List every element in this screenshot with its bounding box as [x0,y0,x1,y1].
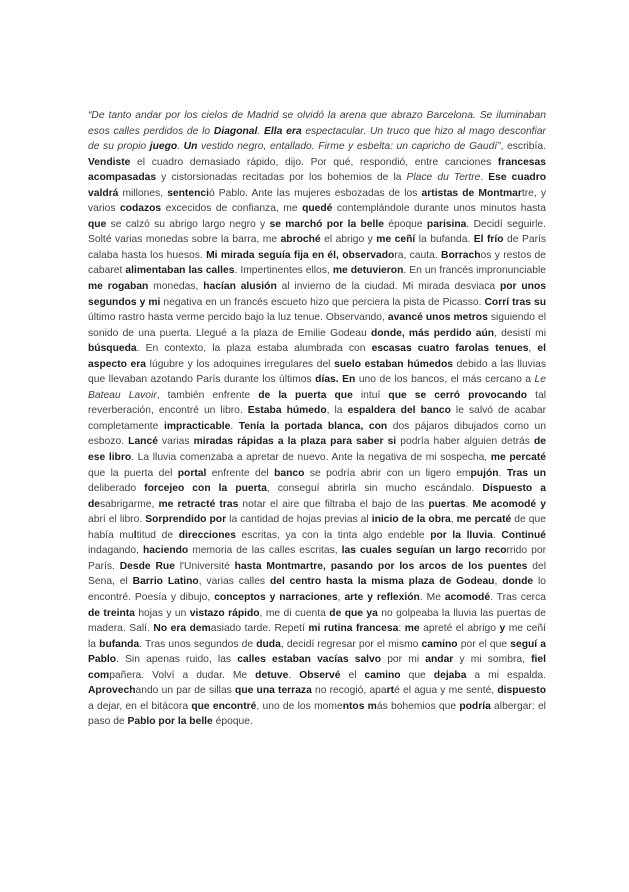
text-run: tre, y varios [88,187,546,215]
text-run: Pablo por la belle [127,716,213,728]
text-run: del Sena, el [88,560,546,588]
text-run: me ceñí la [88,623,546,650]
text-run: , escribía. [500,141,546,153]
text-run: seguí a Pablo [88,638,546,666]
text-run: me ceñí [376,234,416,246]
text-run: del centro hasta la misma plaza de Godeau [269,576,495,588]
text-run: monedas, [148,281,204,293]
text-run: escasas cuatro farolas tenues [371,343,529,355]
text-run: Place du Tertre [406,172,481,184]
text-run: donde [502,576,534,588]
text-run: époque. [212,716,253,728]
text-run: , [337,591,345,603]
text-run: Mi mirada seguía fija en él, observado [206,249,395,261]
text-run: de la puerta que [258,389,353,401]
text-run: portal [177,467,207,479]
text-run: Ese cuadro valdrá [88,172,547,199]
text-run: el cuadro demasiado rápido, dijo. Por qué, respondió, entre canciones [130,156,498,168]
text-run: hojas y un [134,607,190,619]
text-run: , me di cuenta [259,607,330,619]
text-run: indagando, [88,545,143,557]
text-run: Le Bateau Lavoir [88,374,547,401]
text-run: deliberado [88,483,145,495]
text-run: os y restos de cabaret [88,249,547,277]
text-run: . La lluvia comenzaba a apretar de nuevo. Ante la negativa de mi sospecha, [131,452,491,464]
text-run: de treinta [88,607,135,619]
text-run: varias [157,436,194,448]
text-run: vistazo rápido [189,607,260,619]
text-run: que la puerta del [88,467,178,479]
text-run: Ella era [264,125,302,137]
text-run: intuí [352,389,389,401]
text-run: por el que [457,638,511,650]
text-run: camino [364,669,401,681]
text-run: enfrente del [206,467,275,479]
text-run: dispuesto [497,685,546,697]
text-run: me rogaban [88,281,149,293]
text-run: acomodé [444,591,491,603]
text-run: codazos [119,203,162,215]
text-run: impracticable [163,420,231,432]
text-run: “De tanto andar por los cielos de Madrid se olvidó la arena que abrazo Barcelona. Se iluminaban esos calles perdidos de lo [88,110,546,137]
text-run: No era dem [153,623,211,635]
text-run: y mi sombra, [453,654,532,666]
text-run: que se cerró provocando [388,389,528,401]
text-run: y [499,623,506,635]
text-run: Tras un [506,467,546,479]
text-run: Borrach [441,249,481,261]
text-run: fiel com [88,654,547,681]
text-run: albergar: el paso de [88,700,546,728]
text-run: me detuvieron [332,265,404,277]
text-run: pañera. Volví a dudar. Me [109,669,256,681]
text-run: espectacular. Un truco que hizo al mago desconfiar de su propio [88,125,546,153]
text-run: Un [183,141,198,153]
text-run: contemplándole durante unos minutos hasta [332,203,546,215]
text-run: por unos segundos y mi [88,281,546,308]
text-run: no golpeaba la lluvia las puertas de madera. Salí. [88,607,546,635]
text-run: forcejeo con la puerta [144,483,267,495]
text-run: hasta Montmartre, pasando por los arcos de los puentes [234,560,528,572]
text-run: la bufanda. [415,234,474,246]
text-run: de París calaba hasta los huesos. [88,234,547,261]
text-run: escritas, ya con la tinta algo endeble [235,529,431,541]
text-run: Aprovech [88,685,136,697]
text-run: mi rutina francesa [308,623,399,635]
text-run: puertas [428,498,466,510]
text-run: siguiendo el sonido de una puerta. Llegué a la plaza de Emilie Godeau [88,312,546,339]
text-run: que una terraza [235,685,312,697]
text-run: me retracté tras [158,498,239,510]
text-run: a dejar, en el bitácora [88,700,192,712]
text-run: . [177,141,184,153]
text-run: Dispuesto a de [88,483,546,510]
text-run: millones, [118,187,168,199]
text-run: se podría abrir con un ligero em [304,467,471,479]
text-run: ntos m [342,700,377,712]
text-run: Tenía la portada blanca, con [238,420,388,432]
text-run: duda [256,638,281,650]
text-run: que [88,218,107,230]
text-run: donde, más perdido aún [370,327,495,339]
text-run: , conseguí abrirla sin mucho escándalo. [266,483,483,495]
text-run: quedé [302,203,333,215]
text-run: uno de los bancos, el más cercano a [355,374,535,386]
text-run: apreté el abrigo [419,623,500,635]
text-run: Diagonal [213,125,258,137]
text-run: el abrigo y [320,234,377,246]
text-run: pujón [470,467,499,479]
text-run: , [528,343,538,355]
text-run: ás bohemios que [376,700,460,712]
text-run: negativa en un francés escueto hizo que perciera la pista de Picasso. [160,296,485,308]
text-run: . Sin apenas ruido, las [116,654,238,666]
text-run: las cuales seguían un largo reco [341,545,507,557]
text-run: dejaba [433,669,467,681]
text-run: Me acomodé y [472,498,546,510]
text-run: miradas rápidas a la plaza para saber si [193,436,397,448]
text-run: titud de [136,529,179,541]
text-run: Estaba húmedo [247,405,327,417]
text-run: l [133,529,137,541]
text-run: direcciones [178,529,236,541]
text-run: y cistorsionadas recitadas por los bohemios de la [156,172,407,184]
text-run: sentenci [167,187,209,199]
text-run: . Tras cerca [490,591,546,603]
text-run: inicio de la obra [371,514,451,526]
text-run: a mi espalda. [466,669,546,681]
text-run: abroché [280,234,321,246]
text-run: époque [383,218,427,230]
text-run: Corrí tras su [484,296,547,308]
body-paragraph [88,108,546,730]
text-run: , varias calles [198,576,270,588]
text-run: debido a las lluvias que llevaban azotando París durante los últimos [88,358,546,386]
text-run: calles estaban vacías salvo [237,654,382,666]
text-run: me [404,623,420,635]
text-run: espaldera del banco [347,405,451,417]
text-run: suelo estaban húmedos [334,358,453,370]
text-run: , uno de los mome [256,700,343,712]
text-run: Barrio Latino [132,576,199,588]
text-run: ó Pablo. Ante las mujeres esbozadas de los [208,187,422,199]
text-run: lúgubre y los adoquines irregulares del [146,358,335,370]
text-run: parisina [426,218,467,230]
text-run: memoria de las calles escritas, [188,545,342,557]
text-run: . En un francés impronunciable [403,265,546,277]
text-run: alimentaban las calles [125,265,235,277]
text-run: . [257,125,265,137]
text-run: arte y reflexión [344,591,420,603]
text-run: , también enfrente [156,389,259,401]
text-run: , [450,514,457,526]
text-run: . [492,529,502,541]
text-run: hacían alusión [203,281,277,293]
text-run: podría haber alguien detrás [396,436,534,448]
text-run: me percaté [490,452,546,464]
text-run: camino [421,638,458,650]
text-run: Desde Rue [119,560,175,572]
text-run: francesas acompasadas [88,156,546,184]
text-run: : [398,623,405,635]
text-run: me percaté [456,514,512,526]
text-run: , [494,576,503,588]
text-run: último rastro hasta verme percido bajo la luz tenue. Observando, [88,312,388,324]
text-run: por mi [381,654,426,666]
text-run: dos pájaros dibujados como un esbozo. [88,420,546,448]
text-run: de que ya [329,607,378,619]
text-run: por la lluvia [430,529,493,541]
text-run: se marchó por la belle [269,218,384,230]
text-run: que [400,669,434,681]
text-run: detuve [255,669,289,681]
text-run: rt [386,685,395,697]
text-run: ando un par de sillas [135,685,236,697]
text-run: . Tras unos segundos de [139,638,257,650]
text-run: asiado tarde. Repetí [210,623,309,635]
text-run: . Impertinentes ellos, [234,265,333,277]
text-run: días. En [315,374,356,386]
text-run: . [230,420,239,432]
text-run: . Me [419,591,445,603]
text-run: é el agua y me senté, [394,685,498,697]
text-run: el aspecto era [88,343,546,370]
text-run: . [288,669,300,681]
text-run: vestido negro, entallado. Firme y esbelta: un capricho de Gaudí” [197,141,501,153]
text-run: no recogió, apa [311,685,387,697]
text-run: que encontré [191,700,257,712]
text-run: lo encontré. Poesía y dibujo, [88,576,546,603]
text-run: búsqueda [88,343,137,355]
text-run: rrido por París. [88,545,546,572]
text-run: conceptos y narraciones [214,591,338,603]
text-run: . [480,172,489,184]
text-run: . Decidí seguirle. Solté varias monedas sobre la barra, me [88,218,546,246]
text-run: Continué [501,529,546,541]
text-run: . [465,498,473,510]
text-run: abrí el libro. [88,514,146,526]
text-run: Lancé [128,436,158,448]
text-run: El frío [473,234,504,246]
text-run: , decidí regresar por el mismo [280,638,422,650]
text-run: de ese libro [88,436,546,464]
text-run: , la [326,405,348,417]
text-run: notar el aire que filtraba el bajo de las [238,498,429,510]
text-run: ra, cauta. [394,249,442,261]
text-run: andar [425,654,454,666]
text-run: , desistí mi [494,327,547,339]
text-run: la cantidad de hojas previas al [226,514,372,526]
text-run: el [340,669,365,681]
text-run: Vendiste [88,156,131,168]
text-run: juego [149,141,178,153]
text-run: banco [274,467,305,479]
text-run: le salvó de acabar completamente [88,405,547,432]
text-run: tal reverberación, encontré un libro. [88,389,546,417]
text-run: de que había mu [88,514,546,541]
text-run: bufanda [99,638,140,650]
text-run: . [498,467,507,479]
text-run: al invierno de la ciudad. Mi mirada desviaca [276,281,500,293]
text-run: Observé [299,669,341,681]
text-run: se calzó su abrigo largo negro y [106,218,270,230]
text-run: sabrigarme, [100,498,159,510]
text-run: artistas de Montmar [421,187,522,199]
text-run: avancé unos metros [387,312,488,324]
text-run: excecidos de confianza, me [161,203,303,215]
text-run: haciendo [142,545,189,557]
text-run: podría [459,700,491,712]
text-run: l'Université [174,560,235,572]
text-run: . En contexto, la plaza estaba alumbrada con [136,343,372,355]
text-run: Sorprendido por [145,514,227,526]
